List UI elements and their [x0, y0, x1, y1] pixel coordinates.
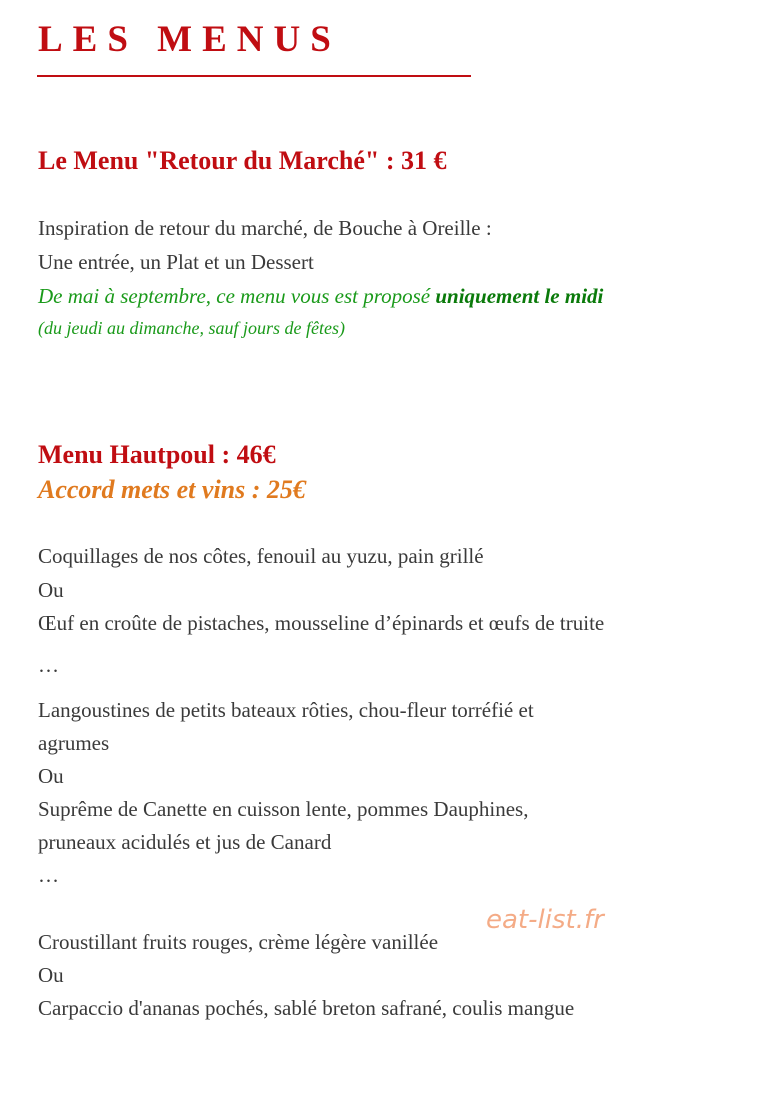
page-title: LES MENUS [38, 19, 341, 60]
dish-line-continued: agrumes [38, 731, 110, 755]
menu-retour-courses: Une entrée, un Plat et un Dessert [38, 250, 314, 274]
dish-line: Carpaccio d'ananas pochés, sablé breton safrané, coulis mangue [38, 996, 575, 1020]
title-underline [37, 75, 471, 77]
course-separator: … [38, 653, 59, 677]
wine-pairing-price: Accord mets et vins : 25€ [38, 475, 306, 504]
menu-retour-availability [38, 284, 603, 309]
dish-line: Œuf en croûte de pistaches, mousseline d’épinards et œufs de truite [38, 611, 605, 635]
dish-separator-ou: Ou [38, 764, 64, 788]
dish-line: Croustillant fruits rouges, crème légère vanillée [38, 930, 439, 954]
dish-separator-ou: Ou [38, 578, 64, 602]
dish-line: Coquillages de nos côtes, fenouil au yuzu, pain grillé [38, 544, 484, 568]
dish-line-continued: pruneaux acidulés et jus de Canard [38, 830, 332, 854]
menu-retour-heading: Le Menu "Retour du Marché" : 31 € [38, 146, 447, 175]
availability-text: De mai à septembre, ce menu vous est proposé [38, 284, 436, 308]
availability-emphasis: uniquement le midi [435, 284, 604, 308]
course-separator: … [38, 863, 59, 887]
dish-separator-ou: Ou [38, 963, 64, 987]
watermark: eat-list.fr [486, 905, 604, 935]
dish-line: Langoustines de petits bateaux rôties, chou-fleur torréfié et [38, 698, 534, 722]
menu-retour-description: Inspiration de retour du marché, de Bouche à Oreille : [38, 216, 492, 240]
menu-retour-days: (du jeudi au dimanche, sauf jours de fêtes) [38, 318, 345, 338]
menu-hautpoul-heading: Menu Hautpoul : 46€ [38, 440, 276, 469]
dish-line: Suprême de Canette en cuisson lente, pommes Dauphines, [38, 797, 529, 821]
